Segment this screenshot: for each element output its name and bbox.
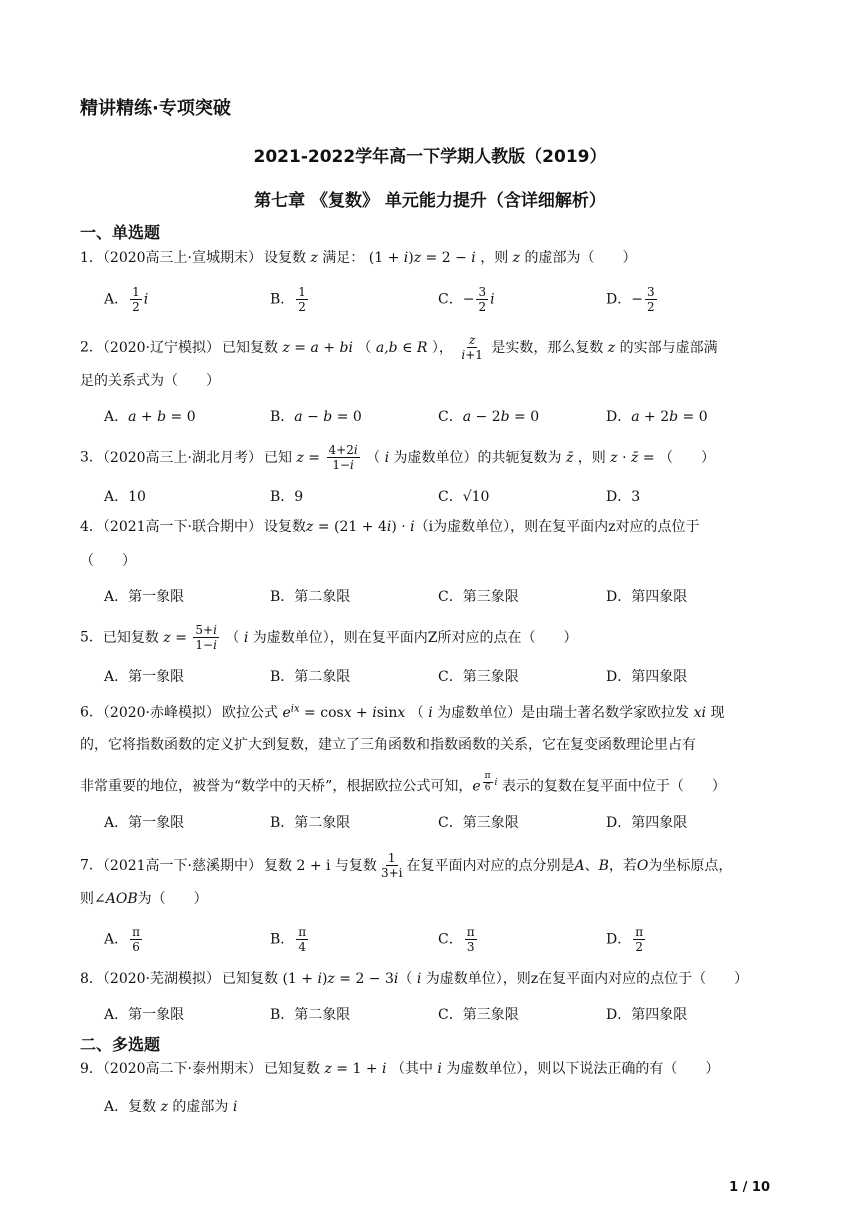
option-a: A．第一象限 — [104, 669, 185, 685]
question-2 — [80, 334, 718, 361]
question-text: 复数 2 + i 与复数 $\frac{1}{3+i}$ 在复平面内对应的点分别是A、B，若O为坐标原点， — [264, 851, 733, 880]
question-text: 已知复数 z = 1 + i （其中 i 为虚数单位），则以下说法正确的有（ ） — [264, 1061, 720, 1077]
option-b: B． $\frac{\pi}{4}$ — [270, 925, 307, 954]
option-b: B．a − b = 0 — [270, 409, 362, 425]
question-4 — [80, 518, 700, 536]
section-single-choice: 一、单选题 — [80, 223, 161, 242]
option-a: A．a + b = 0 — [104, 409, 196, 425]
question-number: 1． — [80, 250, 103, 266]
option-c: C．a − 2b = 0 — [438, 409, 540, 425]
question-number: 8． — [80, 971, 103, 987]
question-7-cont: 则∠AOB为（ ） — [80, 891, 208, 907]
question-source: （2021高一下·联合期中） — [102, 519, 263, 535]
brand-header: 精讲精练·专项突破 — [80, 98, 231, 119]
question-source: （2020高二下·泰州期末） — [102, 1061, 263, 1077]
option-d: D．3 — [606, 489, 641, 505]
question-5 — [80, 624, 578, 651]
option-b: B．第二象限 — [270, 669, 351, 685]
option-d: D．− $\frac{3}{2}$ — [606, 285, 655, 314]
question-number: 6． — [80, 704, 103, 721]
question-text: 已知复数 z = a + bi （ a,b ∈ R ）， $\frac{z}{i+1}$ 是实数，那么复数 z 的实部与虚部满 — [222, 333, 718, 362]
question-number: 3． — [80, 449, 103, 466]
question-text: 已知复数 (1 + i)z = 2 − 3i（ i 为虚数单位），则z在复平面内对应的点位于（ ） — [222, 971, 749, 987]
option-d: D．a + 2b = 0 — [606, 409, 708, 425]
question-1 — [80, 249, 637, 267]
question-text: 已知 z = $\frac{4+2i}{1-i}$ （ i 为虚数单位）的共轭复数为 z̄ ，则 z · z̄ = （ ） — [264, 443, 716, 472]
option-b: B．9 — [270, 489, 304, 505]
question-3 — [80, 444, 715, 471]
option-b: B． $\frac{1}{2}$ — [270, 285, 306, 314]
option-a: A．10 — [104, 489, 146, 505]
option-d: D．第四象限 — [606, 1007, 688, 1023]
question-number: 7． — [80, 857, 103, 874]
question-8 — [80, 970, 748, 988]
option-d: D．第四象限 — [606, 589, 688, 605]
question-6 — [80, 700, 724, 722]
page-number: 1 / 10 — [729, 1180, 770, 1195]
question-source: （2020·芜湖模拟） — [102, 971, 221, 987]
option-c: C．第三象限 — [438, 1007, 519, 1023]
question-6-cont: 的，它将指数函数的定义扩大到复数，建立了三角函数和指数函数的关系，它在复变函数理论里占有 — [80, 737, 696, 753]
question-source: （2020·辽宁模拟） — [102, 339, 221, 356]
question-number: 2． — [80, 339, 103, 356]
question-source: （2020高三上·湖北月考） — [102, 449, 263, 466]
question-number: 5． — [80, 629, 103, 646]
option-a: A．复数 z 的虚部为 i — [104, 1099, 238, 1115]
question-text: 欧拉公式 $e^{ix} = \cos x + isinx$ （ i 为虚数单位）是由瑞士著名数学家欧拉发 xi 现 — [222, 703, 725, 721]
option-d: D． $\frac{\pi}{2}$ — [606, 925, 644, 954]
option-a: A． $\frac{\pi}{6}$ — [104, 925, 141, 954]
option-d: D．第四象限 — [606, 815, 688, 831]
question-text: 设复数z = (21 + 4i) · i（i为虚数单位），则在复平面内z对应的点位于 — [264, 519, 700, 535]
question-4-cont: （ ） — [80, 553, 136, 569]
document-title-line2: 第七章 《复数》 单元能力提升（含详细解析） — [254, 191, 606, 211]
question-source: （2021高一下·慈溪期中） — [102, 857, 263, 874]
option-a: A．第一象限 — [104, 1007, 185, 1023]
question-2-cont: 足的关系式为（ ） — [80, 373, 220, 389]
section-multi-choice: 二、多选题 — [80, 1035, 161, 1054]
option-b: B．第二象限 — [270, 589, 351, 605]
question-text: 已知复数 z = $\frac{5+i}{1-i}$ （ i 为虚数单位），则在复平面内Z所对应的点在（ ） — [102, 623, 578, 652]
option-a: A．第一象限 — [104, 589, 185, 605]
option-c: C．第三象限 — [438, 589, 519, 605]
question-6-cont2: 非常重要的地位，被誉为“数学中的天桥”，根据欧拉公式可知，e $^{\frac{\pi}{6} i}$ 表示的复数在复平面中位于（ ） — [80, 771, 726, 795]
option-d: D．第四象限 — [606, 669, 688, 685]
question-number: 4． — [80, 519, 103, 535]
option-c: C．第三象限 — [438, 669, 519, 685]
option-b: B．第二象限 — [270, 815, 351, 831]
option-c: C． $\frac{\pi}{3}$ — [438, 925, 475, 954]
question-source: （2020高三上·宣城期末） — [102, 250, 263, 266]
option-c: C．√10 — [438, 489, 490, 505]
option-a: A． $\frac{1}{2}$ i — [104, 285, 149, 314]
question-7 — [80, 852, 732, 879]
question-number: 9． — [80, 1061, 103, 1077]
question-text: 设复数 z 满足： (1 + i)z = 2 − i ，则 z 的虚部为（ ） — [264, 250, 637, 266]
question-source: （2020·赤峰模拟） — [102, 704, 221, 721]
option-b: B．第二象限 — [270, 1007, 351, 1023]
option-c: C．− $\frac{3}{2}$ i — [438, 285, 495, 314]
document-title-line1: 2021-2022学年高一下学期人教版（2019） — [253, 147, 607, 167]
question-9 — [80, 1060, 719, 1078]
option-c: C．第三象限 — [438, 815, 519, 831]
option-a: A．第一象限 — [104, 815, 185, 831]
